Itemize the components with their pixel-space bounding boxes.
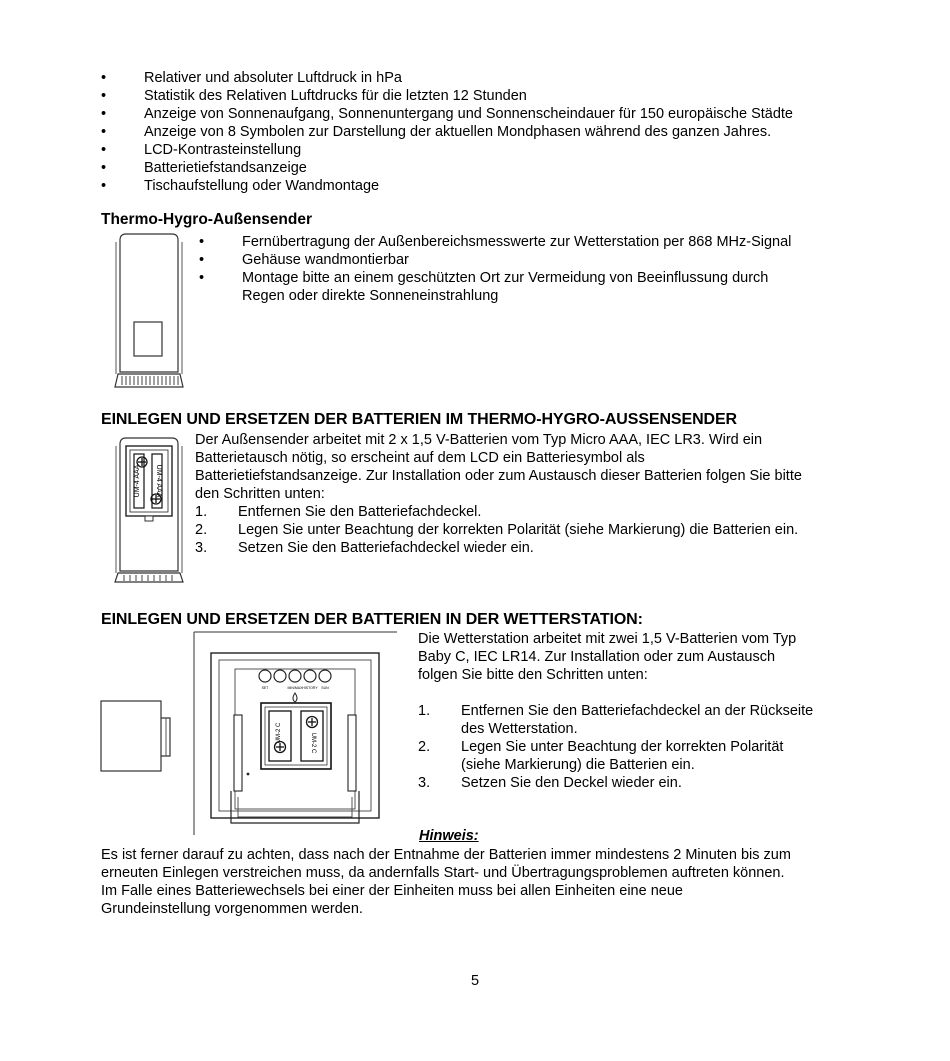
bullet-icon: • [101, 124, 107, 140]
button-label: MIN/MAX [287, 686, 303, 690]
sender-batteries-heading: EINLEGEN UND ERSETZEN DER BATTERIEN IM THERMO-HYGRO-AUSSENSENDER [101, 411, 738, 428]
button-label: SET [261, 686, 269, 690]
note-title: Hinweis: [419, 828, 479, 844]
bullet-icon: • [199, 252, 205, 268]
station-back-illustration [193, 631, 399, 836]
sender-heading: Thermo-Hygro-Außensender [101, 211, 312, 228]
station-side-illustration [100, 700, 180, 774]
station-batteries-heading: EINLEGEN UND ERSETZEN DER BATTERIEN IN DER WETTERSTATION: [101, 611, 643, 628]
button-label: HISTORY [302, 686, 318, 690]
feature-list [101, 69, 793, 195]
bullet-icon: • [199, 270, 205, 286]
list-item: • Tischaufstellung oder Wandmontage [101, 178, 380, 194]
sender-batteries-text: Der Außensender arbeitet mit 2 x 1,5 V-Batterien vom Typ Micro AAA, IEC LR3. Wird ein Batterietausch nötig, so erscheint auf dem LCD ein Batteriesymbol als Batterietiefstandsanzeige. Zur Installation oder zum Austausch dieser Batterien folgen Sie bitte den Schritten unten: [195, 432, 802, 502]
battery-label: UM-4 AAA [155, 464, 162, 498]
list-item: • Anzeige von 8 Symbolen zur Darstellung der aktuellen Mondphasen während des ganzen Jahres. [101, 124, 772, 140]
battery-label: UM-4 AAA [134, 464, 141, 498]
bullet-icon: • [101, 142, 107, 158]
page-number: 5 [470, 973, 480, 989]
list-item: • Gehäuse wandmontierbar [199, 252, 409, 268]
list-item: • Anzeige von Sonnenaufgang, Sonnenuntergang und Sonnenscheindauer für 150 europäische Städte [101, 106, 793, 122]
button-icon [259, 670, 331, 682]
list-item: • LCD-Kontrasteinstellung [101, 142, 302, 158]
battery-label: UM-2 C [276, 722, 282, 744]
station-batteries-text: Die Wetterstation arbeitet mit zwei 1,5 V-Batterien vom Typ Baby C, IEC LR14. Zur Installation oder zum Austausch folgen Sie bitte den Schritten unten: [418, 631, 797, 683]
bullet-icon: • [101, 160, 107, 176]
sender-feature-list [199, 233, 791, 305]
battery-label: UM-2 C [310, 732, 316, 754]
list-item: • Batterietiefstandsanzeige [101, 160, 307, 176]
bullet-icon: • [199, 234, 205, 250]
list-item: • Montage bitte an einem geschützten Ort zur Vermeidung von Beeinflussung durch Regen oder direkte Sonneneinstrahlung [199, 270, 769, 304]
bullet-icon: • [101, 106, 107, 122]
bullet-icon: • [101, 70, 107, 86]
bullet-icon: • [101, 178, 107, 194]
sender-battery-illustration [112, 436, 186, 586]
sender-illustration [112, 232, 186, 392]
list-item: • Statistik des Relativen Luftdrucks für die letzten 12 Stunden [101, 88, 527, 104]
list-item: • Fernübertragung der Außenbereichsmesswerte zur Wetterstation per 868 MHz-Signal [199, 234, 792, 250]
button-label: SUN [321, 686, 329, 690]
bullet-icon: • [101, 88, 107, 104]
list-item: • Relativer und absoluter Luftdruck in hPa [101, 70, 402, 86]
note-text: Es ist ferner darauf zu achten, dass nach der Entnahme der Batterien immer mindestens 2 Minuten bis zum erneuten Einlegen verstreichen muss, da andernfalls Start- und Übertragungsproblemen auftreten können. Im Falle eines Batteriewechsels bei einer der Einheiten muss bei allen Einheiten eine neue Grundeinstellung vorgenommen werden. [101, 847, 791, 917]
